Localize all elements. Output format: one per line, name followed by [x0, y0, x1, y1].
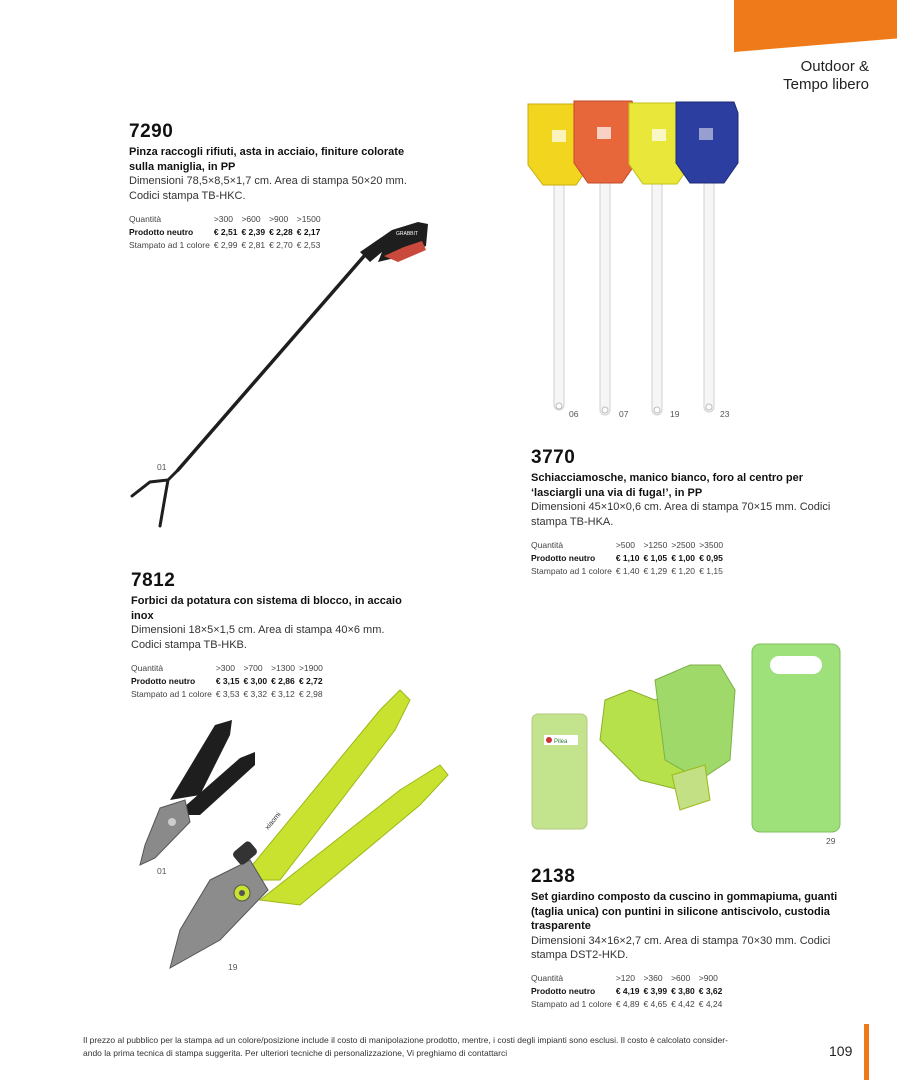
product-description: Dimensioni 18×5×1,5 cm. Area di stampa 40×6 mm. Codici stampa TB-HKB.	[131, 624, 385, 651]
price-cell: € 2,53	[296, 239, 321, 250]
qty-cell: >1900	[298, 662, 323, 673]
pouch-label: Pilea	[554, 739, 568, 745]
page-accent-bar	[864, 1024, 869, 1080]
price-cell: € 2,98	[298, 688, 323, 699]
price-cell: € 2,39	[241, 226, 266, 237]
price-cell: € 3,99	[643, 986, 668, 996]
qty-cell: >600	[671, 973, 691, 983]
product-code: 7812	[131, 570, 176, 591]
neutro-label: Prodotto neutro	[531, 552, 596, 563]
price-cell: € 1,10	[615, 552, 640, 563]
qty-cell: >700	[243, 662, 263, 673]
price-cell: € 3,62	[698, 986, 723, 996]
price-cell: € 2,17	[296, 226, 321, 237]
price-cell: € 3,80	[671, 986, 695, 996]
price-cell: € 3,53	[215, 688, 240, 699]
qty-cell: >1250	[643, 539, 668, 550]
section-title-line1: Outdoor &	[800, 58, 869, 75]
product-code: 2138	[531, 866, 576, 887]
price-cell: € 1,40	[615, 565, 640, 576]
stampato-label: Stampato ad 1 colore	[129, 239, 210, 250]
neutro-label: Prodotto neutro	[131, 675, 196, 686]
price-cell: € 2,51	[213, 226, 238, 237]
qty-cell: >2500	[671, 539, 696, 550]
product-name: Pinza raccogli rifiuti, asta in acciaio, finiture colorate sulla maniglia, in PP	[129, 146, 405, 173]
product-description: Dimensioni 45×10×0,6 cm. Area di stampa 70×15 mm. Codici stampa TB-HKA.	[531, 501, 831, 528]
price-cell: € 2,86	[271, 675, 295, 686]
price-cell: € 3,15	[215, 675, 240, 686]
qty-cell: >900	[269, 213, 289, 224]
qty-cell: >900	[698, 973, 718, 983]
section-title-line2: Tempo libero	[783, 76, 869, 93]
price-cell: € 4,42	[671, 999, 695, 1009]
qty-cell: >300	[213, 213, 233, 224]
price-cell: € 3,00	[243, 675, 268, 686]
product-name: Set giardino composto da cuscino in gommapiuma, guanti (taglia unica) con puntini in silicone antiscivolo, custodia trasparente	[531, 891, 838, 932]
stampato-label: Stampato ad 1 colore	[531, 999, 612, 1009]
neutro-label: Prodotto neutro	[531, 986, 596, 996]
qty-cell: >300	[215, 662, 235, 673]
variant-label: 07	[619, 409, 629, 419]
product-description: Dimensioni 34×16×2,7 cm. Area di stampa 70×30 mm. Codici stampa DST2-HKD.	[531, 934, 831, 961]
price-cell: € 1,29	[643, 565, 668, 576]
product-name: Schiacciamosche, manico bianco, foro al centro per ‘lasciargli una via di fuga!’, in PP	[531, 472, 804, 499]
qty-label: Quantità	[531, 539, 564, 550]
qty-label: Quantità	[131, 662, 164, 673]
price-cell: € 3,12	[271, 688, 295, 699]
qty-cell: >360	[643, 973, 663, 983]
page-number: 109	[829, 1043, 853, 1059]
price-cell: € 1,00	[671, 552, 695, 563]
price-cell: € 1,05	[643, 552, 668, 563]
neutro-label: Prodotto neutro	[129, 226, 194, 237]
kneeling-pad	[752, 644, 840, 832]
product-code: 7290	[129, 121, 174, 142]
gloves	[600, 665, 735, 810]
footer-note	[83, 1034, 803, 1060]
qty-cell: >1500	[296, 213, 321, 224]
variant-label: 01	[157, 462, 167, 472]
footer-line1: Il prezzo al pubblico per la stampa ad un colore/posizione include il costo di manipolazione prodotto, mentre, i costi degli impianti sono esclusi. Il costo è calcolato consider-	[83, 1035, 728, 1045]
price-cell: € 0,95	[699, 552, 723, 563]
price-cell: € 2,28	[269, 226, 293, 237]
price-cell: € 1,15	[699, 565, 723, 576]
qty-cell: >500	[615, 539, 635, 550]
price-cell: € 2,70	[269, 239, 293, 250]
price-cell: € 3,32	[243, 688, 268, 699]
variant-label: 01	[157, 866, 167, 876]
stampato-label: Stampato ad 1 colore	[531, 565, 612, 576]
variant-label: 29	[826, 836, 836, 846]
grabber-brand: GRABBIT	[396, 231, 418, 237]
price-cell: € 1,20	[671, 565, 695, 576]
stampato-label: Stampato ad 1 colore	[131, 688, 212, 699]
variant-label: 06	[569, 409, 579, 419]
price-cell: € 4,65	[643, 999, 668, 1009]
variant-label: 23	[720, 409, 730, 419]
price-cell: € 4,89	[615, 999, 640, 1009]
qty-cell: >120	[615, 973, 635, 983]
footer-line2: ando la prima tecnica di stampa suggerita. Per ulteriori tecniche di personalizzazione, Vi preghiamo di contattarci	[83, 1048, 508, 1058]
variant-label: 19	[670, 409, 680, 419]
qty-label: Quantità	[129, 213, 162, 224]
qty-cell: >1300	[271, 662, 295, 673]
price-cell: € 4,24	[698, 999, 723, 1009]
price-cell: € 2,81	[241, 239, 266, 250]
pouch	[532, 714, 587, 829]
shears-brand: xiaomi	[264, 811, 283, 832]
qty-cell: >600	[241, 213, 261, 224]
price-cell: € 4,19	[615, 986, 640, 996]
variant-label: 19	[228, 962, 238, 972]
qty-cell: >3500	[699, 539, 724, 550]
product-name: Forbici da potatura con sistema di blocco, in accaio inox	[131, 595, 402, 622]
product-code: 3770	[531, 447, 576, 468]
qty-label: Quantità	[531, 973, 564, 983]
product-description: Dimensioni 78,5×8,5×1,7 cm. Area di stampa 50×20 mm. Codici stampa TB-HKC.	[129, 175, 407, 202]
price-cell: € 2,99	[213, 239, 238, 250]
price-cell: € 2,72	[298, 675, 323, 686]
